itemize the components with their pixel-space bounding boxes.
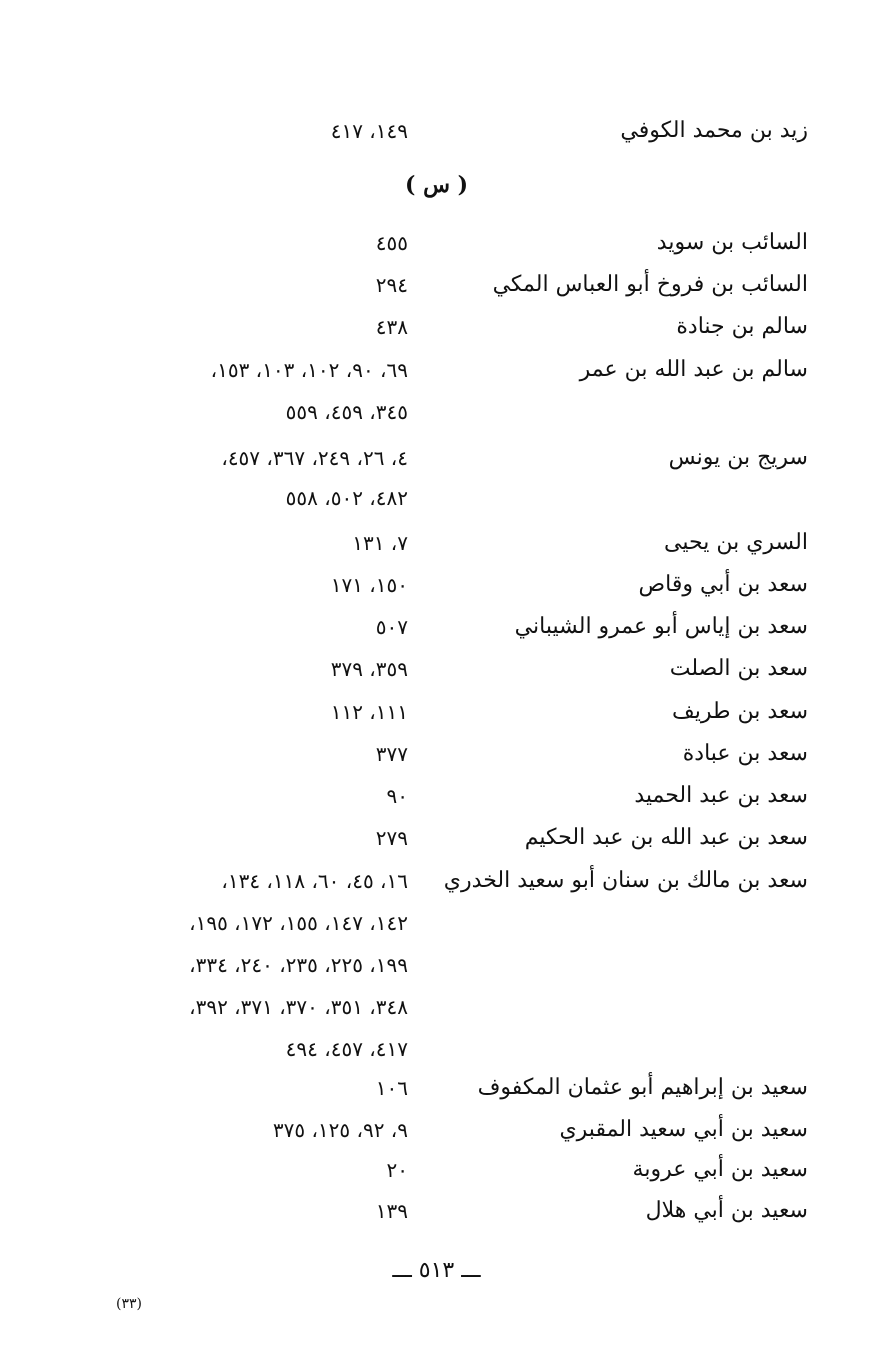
signature-mark: (٣٣) — [116, 1296, 142, 1312]
entry-name: سريج بن يونس — [668, 445, 808, 470]
index-entry — [0, 1193, 873, 1235]
index-entry — [0, 778, 873, 820]
index-entry — [0, 525, 873, 567]
entry-name: سعيد بن إبراهيم أبو عثمان المكفوف — [477, 1075, 808, 1100]
index-entry — [0, 225, 873, 267]
entry-pages: ٤٨٢، ٥٠٢، ٥٥٨ — [285, 486, 408, 510]
entry-pages: ٣٥٩، ٣٧٩ — [330, 657, 408, 681]
entry-name: سعد بن عبادة — [682, 741, 808, 766]
index-entry — [0, 1152, 873, 1194]
index-entry — [0, 352, 873, 394]
entry-pages: ١١١، ١١٢ — [330, 700, 408, 724]
entry-pages: ١٤٢، ١٤٧، ١٥٥، ١٧٢، ١٩٥، — [189, 911, 408, 935]
entry-pages: ٢٩٤ — [375, 273, 408, 297]
index-entry — [0, 609, 873, 651]
entry-pages: ١٠٦ — [375, 1076, 408, 1100]
index-entry — [0, 694, 873, 736]
section-heading: ( س ) — [405, 172, 468, 198]
index-entry — [0, 567, 873, 609]
entry-name: سالم بن جنادة — [676, 314, 808, 339]
entry-pages: ٥٠٧ — [375, 615, 408, 639]
entry-pages: ١٥٠، ١٧١ — [330, 573, 408, 597]
index-entry-continuation — [0, 989, 873, 1031]
index-entry — [0, 309, 873, 351]
entry-name: زيد بن محمد الكوفي — [620, 118, 808, 143]
entry-pages: ٩٠ — [386, 784, 408, 808]
entry-pages: ٤، ٢٦، ٢٤٩، ٣٦٧، ٤٥٧، — [221, 446, 408, 470]
entry-name: السري بن يحيى — [664, 530, 808, 555]
index-entry — [0, 820, 873, 862]
index-entry — [0, 1112, 873, 1154]
entry-name: السائب بن سويد — [656, 230, 808, 255]
index-entry — [0, 863, 873, 905]
index-entry-continuation — [0, 1031, 873, 1073]
index-entry — [0, 113, 873, 155]
entry-pages: ١٦، ٤٥، ٦٠، ١١٨، ١٣٤، — [221, 869, 408, 893]
index-entry — [0, 267, 873, 309]
entry-pages: ٣٤٨، ٣٥١، ٣٧٠، ٣٧١، ٣٩٢، — [189, 995, 408, 1019]
entry-pages: ١٤٩، ٤١٧ — [330, 119, 408, 143]
entry-pages: ٤٣٨ — [375, 315, 408, 339]
index-entry-continuation — [0, 480, 873, 522]
entry-pages: ٦٩، ٩٠، ١٠٢، ١٠٣، ١٥٣، — [210, 358, 408, 382]
entry-pages: ٤٥٥ — [375, 231, 408, 255]
index-entry-continuation — [0, 947, 873, 989]
page-number: ـــ ٥١٣ ـــ — [392, 1258, 481, 1283]
entry-name: سعد بن الصلت — [669, 656, 808, 681]
index-entry-continuation — [0, 905, 873, 947]
index-entry — [0, 736, 873, 778]
index-entry-continuation — [0, 394, 873, 436]
entry-name: سعد بن إياس أبو عمرو الشيباني — [514, 614, 808, 639]
entry-name: سعد بن عبد الحميد — [634, 783, 808, 808]
entry-name: سعيد بن أبي سعيد المقبري — [559, 1117, 808, 1142]
entry-pages: ٣٧٧ — [375, 742, 408, 766]
index-entry — [0, 440, 873, 482]
entry-pages: ٢٧٩ — [375, 826, 408, 850]
entry-name: سعد بن مالك بن سنان أبو سعيد الخدري — [443, 868, 808, 893]
entry-name: سعيد بن أبي هلال — [645, 1198, 808, 1223]
index-entry — [0, 651, 873, 693]
entry-pages: ٢٠ — [386, 1158, 408, 1182]
entry-pages: ٤١٧، ٤٥٧، ٤٩٤ — [285, 1037, 408, 1061]
entry-pages: ٧، ١٣١ — [352, 531, 408, 555]
entry-name: سعد بن طريف — [672, 699, 808, 724]
entry-name: سعد بن عبد الله بن عبد الحكيم — [524, 825, 808, 850]
entry-name: السائب بن فروخ أبو العباس المكي — [492, 272, 808, 297]
entry-name: سالم بن عبد الله بن عمر — [579, 357, 808, 382]
entry-pages: ١٣٩ — [375, 1199, 408, 1223]
entry-name: سعد بن أبي وقاص — [638, 572, 808, 597]
entry-name: سعيد بن أبي عروبة — [632, 1157, 808, 1182]
index-entry — [0, 1070, 873, 1112]
entry-pages: ٩، ٩٢، ١٢٥، ٣٧٥ — [272, 1118, 408, 1142]
entry-pages: ١٩٩، ٢٢٥، ٢٣٥، ٢٤٠، ٣٣٤، — [189, 953, 408, 977]
entry-pages: ٣٤٥، ٤٥٩، ٥٥٩ — [285, 400, 408, 424]
